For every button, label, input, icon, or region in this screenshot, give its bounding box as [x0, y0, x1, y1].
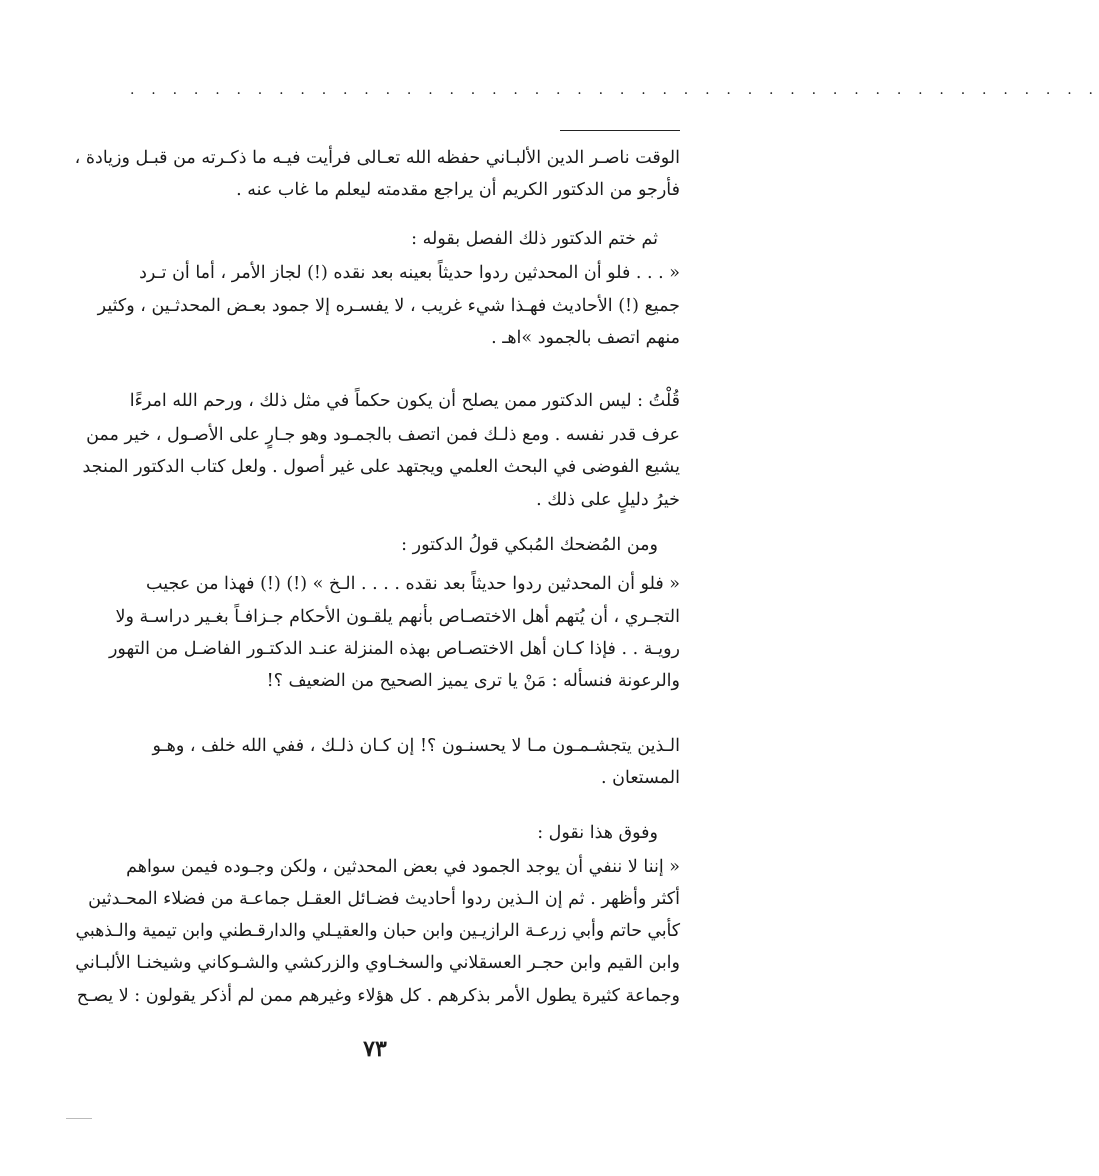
text-line-1: الوقت ناصـر الدين الألبـاني حفظه الله تعـالى فرأيت فيـه ما ذكـرته من قبـل وزيادة ، [74, 148, 680, 168]
text-line-6: منهم اتصف بالجمود »اهـ . [491, 328, 680, 348]
text-line-21: كأبي حاتم وأبي زرعـة الرازيـين وابن حبان والعقيـلي والدارقـطني وابن تيمية والـذهبي [75, 921, 680, 941]
text-line-22: وابن القيم وابن حجـر العسقلاني والسخـاوي والزركشي والشـوكاني وشيخنـا الألبـاني [75, 953, 680, 973]
text-line-10: خيرُ دليلٍ على ذلك . [536, 490, 680, 510]
page-number: ٧٣ [363, 1036, 387, 1062]
text-line-17: المستعان . [601, 768, 680, 788]
text-line-13: التجـري ، أن يُتهم أهل الاختصـاص بأنهم يلقـون الأحكام جـزافـاً بغـير دراسـة ولا [115, 607, 680, 627]
text-line-4: « . . . فلو أن المحدثين ردوا حديثاً بعينه بعد نقده (!) لجاز الأمر ، أما أن تـرد [139, 263, 680, 283]
section-rule [560, 130, 680, 131]
text-line-8: عرف قدر نفسه . ومع ذلـك فمن اتصف بالجمـود وهو جـارٍ على الأصـول ، خير ممن [86, 425, 680, 445]
text-line-9: يشيع الفوضى في البحث العلمي ويجتهد على غير أصول . ولعل كتاب الدكتور المنجد [82, 457, 680, 477]
text-line-5: جميع (!) الأحاديث فهـذا شيء غريب ، لا يفسـره إلا جمود بعـض المحدثـين ، وكثير [97, 296, 680, 316]
margin-mark [66, 1118, 92, 1119]
text-line-19: « إننا لا ننفي أن يوجد الجمود في بعض المحدثين ، ولكن وجـوده فيمن سواهم [126, 857, 680, 877]
dotted-separator: . . . . . . . . . . . . . . . . . . . . . . . . . . . . . . . . . . . . . . . . . . . . . . [130, 82, 1099, 98]
text-line-11: ومن المُضحك المُبكي قولُ الدكتور : [401, 535, 658, 555]
text-line-23: وجماعة كثيرة يطول الأمر بذكرهم . كل هؤلاء وغيرهم ممن لم أذكر يقولون : لا يصـح [76, 986, 680, 1006]
text-line-18: وفوق هذا نقول : [537, 823, 658, 843]
text-line-12: « فلو أن المحدثين ردوا حديثاً بعد نقده . . . . الـخ » (!) (!) فهذا من عجيب [146, 574, 680, 594]
text-line-14: رويـة . . فإذا كـان أهل الاختصـاص بهذه المنزلة عنـد الدكتـور الفاضـل من التهور [108, 639, 680, 659]
text-line-7: قُلْتُ : ليس الدكتور ممن يصلح أن يكون حكماً في مثل ذلك ، ورحم الله امرءًا [129, 391, 680, 411]
text-line-16: الـذين يتجشـمـون مـا لا يحسنـون ؟! إن كـان ذلـك ، ففي الله خلف ، وهـو [152, 736, 680, 756]
text-line-3: ثم ختم الدكتور ذلك الفصل بقوله : [411, 229, 658, 249]
text-line-20: أكثر وأظهر . ثم إن الـذين ردوا أحاديث فضـائل العقـل جماعـة من فضلاء المحـدثين [88, 889, 680, 909]
text-line-2: فأرجو من الدكتور الكريم أن يراجع مقدمته ليعلم ما غاب عنه . [236, 180, 680, 200]
text-line-15: والرعونة فنسأله : مَنْ يا ترى يميز الصحيح من الضعيف ؟! [266, 671, 680, 691]
